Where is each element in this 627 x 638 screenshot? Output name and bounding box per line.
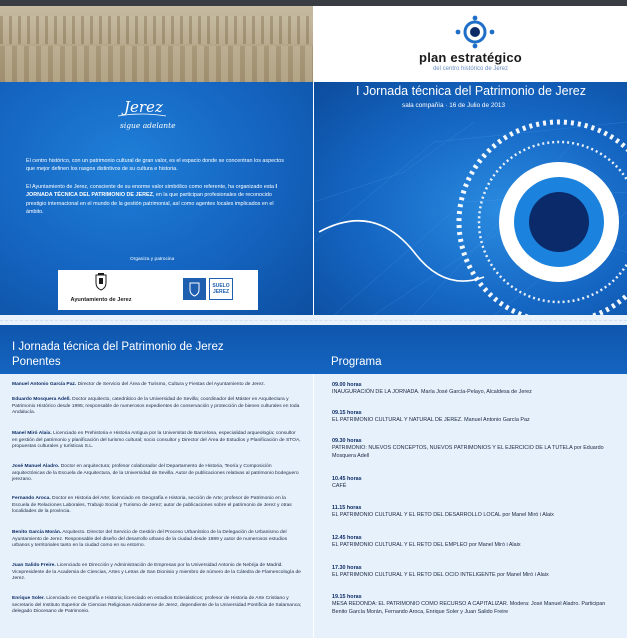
old-map-photo xyxy=(0,6,313,82)
speaker-entry xyxy=(12,596,302,616)
speaker-bio: Licenciado en Dirección y Administración de Empresas por la Universidad Antonio de Nebrija de Madrid. Vicepresidente de la Academia de Ciencias, Artes y Letras de San Dionisio y miembro de número de la Cátedra de Flamencología de Jerez. xyxy=(12,563,301,582)
eye-graphic-icon xyxy=(314,82,627,315)
speaker-bio: Licenciado en Geografía e Historia; licenciado en estudios Eclesiásticos; profesor de Historia de Arte Cristiano y secretario del Instituto Superior de Ciencias Religiosas Asidonense de Jerez, dependiente de la Universidad Pontificia de Salamanca; delegado Diocesano de Patrimonio. xyxy=(12,596,302,615)
suelo-jerez-label xyxy=(209,284,233,295)
map-photo-strip-lower xyxy=(0,46,313,82)
speaker-entry xyxy=(12,431,302,451)
intro-paragraph-2 xyxy=(26,183,292,216)
programme-item xyxy=(332,594,620,616)
intro-p2-start: El Ayuntamiento de Jerez, consciente de su enorme valor simbólico como referente, ha organizado esta xyxy=(26,184,276,190)
programme-time: 12.45 horas xyxy=(332,535,362,541)
programme-text: INAUGURACIÓN DE LA JORNADA. María José García-Pelayo, Alcaldesa de Jerez xyxy=(332,389,532,396)
fold-separator xyxy=(0,315,627,325)
speaker-entry xyxy=(12,464,302,484)
suelo-label-line1: SUELO xyxy=(212,283,230,289)
signature-tagline: sigue adelante xyxy=(120,121,176,130)
map-photo-strip-upper xyxy=(0,16,313,44)
programme-time: 19.15 horas xyxy=(332,594,362,600)
speaker-name: Manuel Antonio García Paz. xyxy=(12,382,77,387)
programme-time: 11.15 horas xyxy=(332,505,362,511)
speaker-name: Enrique Soler. xyxy=(12,596,45,601)
programme-item xyxy=(332,410,620,425)
speaker-bio: Arquitecto. Director del Servicio de Gestión del Proceso Urbanístico de la Delegación de Urbanismo del Ayuntamiento de Jerez. Responsable del diseño del desarrollo urbano de la ciudad desde 1989 y autor de numerosos estudios urbanos y territoriales tanto en la ciudad como en su entorno. xyxy=(12,530,288,549)
speaker-bio: Doctor en Historia del Arte; licenciado en Geografía e Historia, sección de Arte; profesor de Patrimonio en la Escuela de Relaciones Laborales, Trabajo Social y Turismo de Jerez; autor de publicaciones sobre el patrimonio de Jerez y otras localidades de la provincia. xyxy=(12,496,292,515)
programme-text: MESA REDONDA: EL PATRIMONIO COMO RECURSO A CAPITALIZAR. Modera: José Manuel Aladro. Participan Benito García Morán, Fernando Aroca, Enrique Soler y Juan Salido Freire xyxy=(332,601,606,615)
programme-text: EL PATRIMONIO CULTURAL Y EL RETO DEL DESARROLLO LOCAL por Manel Miró i Alaix xyxy=(332,512,554,519)
programme-item xyxy=(332,438,620,460)
event-date-venue: sala compañía · 16 de Julio de 2013 xyxy=(402,102,506,109)
programme-item xyxy=(332,382,620,397)
programme-time: 10.45 horas xyxy=(332,476,362,482)
programme-item xyxy=(332,535,620,550)
organiza-label: Organiza y patrocina xyxy=(130,257,175,262)
speaker-bio: Licenciado en Prehistoria e Historia Antigua por la Universitat de Barcelona, especialidad arqueología; consultor en gestión del patrimonio y planificación del turismo cultural; socio consultor y Director del Área de Estudios y Planificación de STOA, propuestas culturales y turísticas S.L. xyxy=(12,431,301,450)
speaker-entry xyxy=(12,496,302,516)
speaker-entry xyxy=(12,382,302,389)
speaker-name: Eduardo Mosquera Adell. xyxy=(12,397,71,402)
speaker-bio: Doctor en arquitectura; profesor colaborador del Departamento de Historia, Teoría y Composición arquitectónicas de la Escuela de Arquitectura, de la Universidad de Sevilla. Autor de publicaciones relativas al patrimonio bodeguero jerezano. xyxy=(12,464,299,483)
speaker-entry xyxy=(12,397,302,417)
programme-text: EL PATRIMONIO CULTURAL Y NATURAL DE JEREZ. Manuel Antonio García Paz xyxy=(332,417,530,424)
ponentes-heading: Ponentes xyxy=(12,356,61,368)
ayuntamiento-mini-logo-icon xyxy=(183,278,206,300)
programme-text: CAFÉ xyxy=(332,483,347,490)
signature-word: Jerez xyxy=(124,98,163,116)
speaker-name: Fernando Aroca. xyxy=(12,496,51,501)
speaker-name: Juan Salido Freire. xyxy=(12,563,56,568)
city-shield-icon xyxy=(94,273,108,291)
speaker-name: Manel Miró Alaix. xyxy=(12,431,52,436)
programme-text: EL PATRIMONIO CULTURAL Y EL RETO DEL OCIO INTELIGENTE por Manel Miró i Alaix xyxy=(332,572,549,579)
programme-time: 09.00 horas xyxy=(332,382,362,388)
speaker-name: José Manuel Aladro. xyxy=(12,464,60,469)
bottom-event-title: I Jornada técnica del Patrimonio de Jerez xyxy=(12,341,224,353)
speaker-entry xyxy=(12,563,302,583)
programme-time: 17.30 horas xyxy=(332,565,362,571)
logo-title: plan estratégico xyxy=(419,50,522,65)
logo-subtitle: del centro histórico de Jerez xyxy=(432,66,509,72)
intro-p2-event: I JORNADA TÉCNICA DEL PATRIMONIO DE JEREZ xyxy=(26,184,278,199)
speaker-bio: Director de Servicio del Área de Turismo, Cultura y Fiestas del Ayuntamiento de Jerez. xyxy=(76,382,266,387)
programme-item xyxy=(332,476,620,491)
programme-item xyxy=(332,565,620,580)
programme-text: EL PATRIMONIO CULTURAL Y EL RETO DEL EMPLEO por Manel Miró i Alaix xyxy=(332,542,521,549)
programa-heading: Programa xyxy=(331,356,382,368)
speaker-name: Benito García Morán. xyxy=(12,530,62,535)
ayuntamiento-label: Ayuntamiento de Jerez xyxy=(70,297,132,303)
programme-item xyxy=(332,505,620,520)
programme-text: PATRIMONIO: NUEVOS CONCEPTOS, NUEVOS PATRIMONIOS Y EL EJERCICIO DE LA TUTELA por Eduardo Mosquera Adell xyxy=(332,445,604,459)
programme-time: 09.15 horas xyxy=(332,410,362,416)
main-event-title: I Jornada técnica del Patrimonio de Jerez xyxy=(356,84,586,98)
intro-paragraph-1: El centro histórico, con un patrimonio cultural de gran valor, es el espacio donde se concentran los aspectos que mejor definen los rasgos distintivos de su cultura e historia. xyxy=(26,158,284,173)
jerez-signature-logo xyxy=(106,92,176,134)
speaker-bio: Doctor arquitecto, catedrático de la Universidad de Sevilla; coordinador del Máster en Arquitectura y Patrimonio Histórico desde 1995; responsable de numerosos expedientes de conservación y protección de bienes culturales en toda Andalucía. xyxy=(12,397,300,416)
suelo-label-line2: JEREZ xyxy=(212,288,230,295)
intro-p2-end: , en la que participan profesionales de reconocido prestigio internacional en el mundo de la gestión patrimonial, así como agentes locales implicados en el ámbito. xyxy=(26,192,274,215)
programme-time: 09.30 horas xyxy=(332,438,362,444)
eye-logo-icon xyxy=(455,14,495,50)
speaker-entry xyxy=(12,530,302,550)
